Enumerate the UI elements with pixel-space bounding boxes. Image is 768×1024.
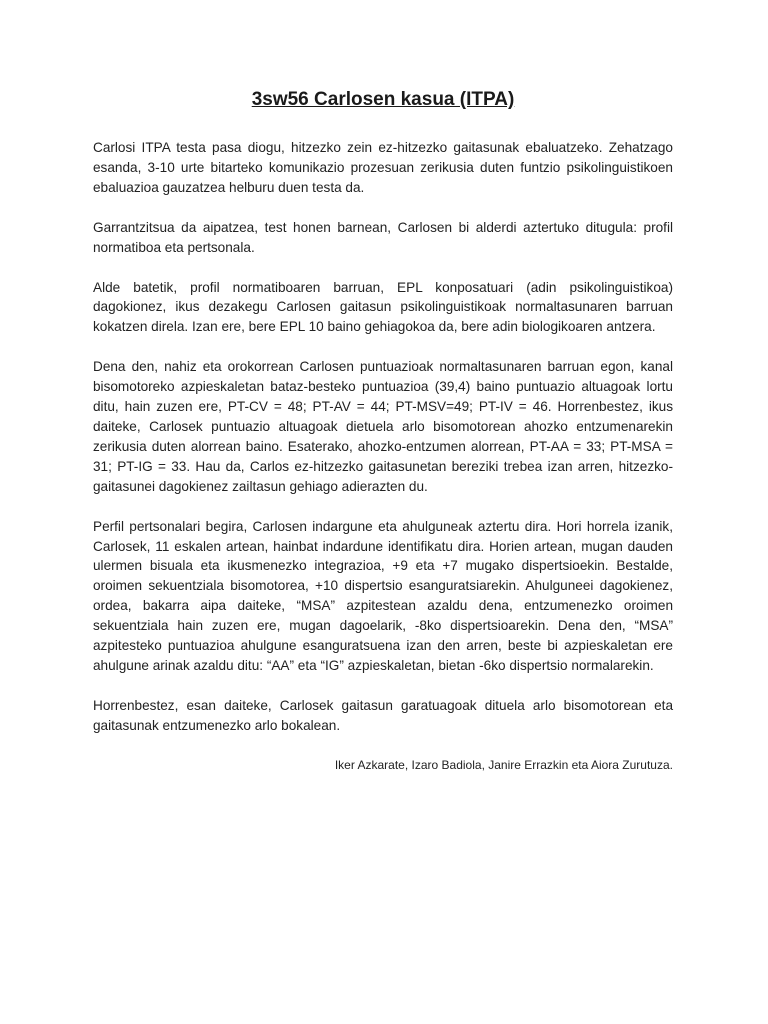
document-page (93, 88, 673, 774)
paragraph-scores: Dena den, nahiz eta orokorrean Carlosen puntuazioak normaltasunaren barruan egon, kanal bisomotoreko azpieskaletan bataz-besteko puntuazioa (39,4) baino puntuazio altuagoak lortu ditu, hain zuzen ere, PT-CV = 48; PT-AV = 44; PT-MSV=49; PT-IV = 46. Horrenbestez, ikus daiteke, Carlosek puntuazio altuagoak dietuela arlo bisomotorean ahozko entzumenarekin zerikusia duten alorrean baino. Esaterako, ahozko-entzumen alorrean, PT-AA = 33; PT-MSA = 31; PT-IG = 33. Hau da, Carlos ez-hitzezko gaitasunetan bereziki trebea izan arren, hitzezko-gaitasunei dagokienez zailtasun gehiago adierazten du. (93, 359, 673, 494)
authors-signature: Iker Azkarate, Izaro Badiola, Janire Errazkin eta Aiora Zurutuza. (334, 757, 673, 772)
paragraph-personal-profile: Perfil pertsonalari begira, Carlosen indargune eta ahulguneak aztertu dira. Hori horrela izanik, Carlosek, 11 eskalen artean, hainbat indardune identifikatu dira. Horien artean, mugan dauden ulermen bisuala eta ikusmenezko integrazioa, +9 eta +7 mugako dispertsioekin. Bestalde, oroimen sekuentziala bisomotorea, +10 dispertsio esanguratsiarekin. Ahulguneei dagokienez, ordea, bakarra aipa daiteke, “MSA” azpitestean azaldu dena, entzumenezko oroimen sekuentziala hain zuzen ere, mugan dagoelarik, -8ko dispertsioarekin. Dena den, “MSA” azpitesteko puntuazioa ahulgune esanguratsuena izan den arren, beste bi azpieskaletan ere ahulgune arinak azaldu ditu: “AA” eta “IG” azpieskaletan, bietan -6ko dispertsio normalarekin. (93, 518, 673, 673)
paragraph-profiles: Garrantzitsua da aipatzea, test honen barnean, Carlosen bi alderdi aztertuko ditugula: profil normatiboa eta pertsonala. (93, 219, 673, 255)
document-title: 3sw56 Carlosen kasua (ITPA) (251, 89, 515, 110)
paragraph-conclusion: Horrenbestez, esan daiteke, Carlosek gaitasun garatuagoak dituela arlo bisomotorean eta gaitasunak entzumenezko arlo bokalean. (93, 697, 673, 733)
paragraph-normative-profile: Alde batetik, profil normatiboaren barruan, EPL konposatuari (adin psikolinguistikoa) dagokionez, ikus dezakegu Carlosen gaitasun psikolinguistikoak normaltasunaren barruan kokatzen direla. Izan ere, bere EPL 10 baino gehiagokoa da, bere adin biologikoaren antzera. (93, 279, 673, 335)
paragraph-intro: Carlosi ITPA testa pasa diogu, hitzezko zein ez-hitzezko gaitasunak ebaluatzeko. Zehatzago esanda, 3-10 urte bitarteko komunikazio prozesuan zerikusia duten funtzio psikolinguistikoen ebaluazioa gauzatzea helburu duen testa da. (93, 140, 673, 195)
